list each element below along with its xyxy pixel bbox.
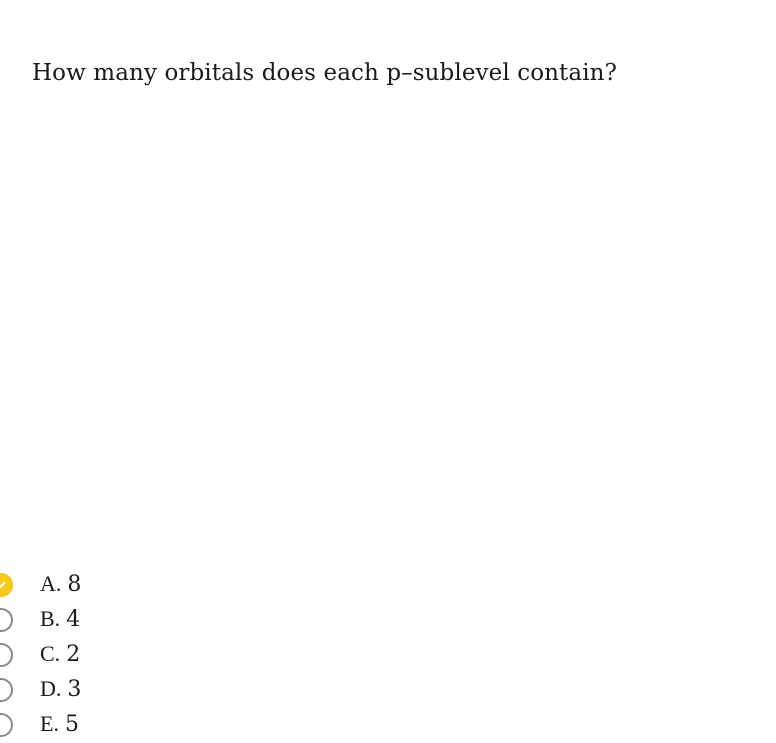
question-text: How many orbitals does each p–sublevel contain? (32, 60, 618, 86)
radio-button-a[interactable] (0, 573, 13, 597)
option-b-letter: B. (40, 605, 61, 631)
option-e-label (40, 711, 79, 737)
option-d-label (40, 676, 81, 702)
option-a-label (40, 571, 81, 597)
option-d-letter: D. (40, 675, 62, 701)
option-d-value: 3 (67, 676, 82, 702)
option-e-letter: E. (40, 710, 59, 736)
option-e-value: 5 (64, 711, 79, 737)
option-c-value: 2 (66, 641, 81, 667)
check-icon (0, 578, 6, 589)
radio-button-d[interactable] (0, 678, 13, 702)
option-b-value: 4 (66, 606, 81, 632)
option-b-label (40, 606, 80, 632)
option-c-letter: C. (40, 640, 61, 666)
radio-button-c[interactable] (0, 643, 13, 667)
radio-button-b[interactable] (0, 608, 13, 632)
radio-button-e[interactable] (0, 713, 13, 737)
option-c-label (40, 641, 80, 667)
option-a-letter: A. (40, 570, 62, 596)
option-a-value: 8 (67, 571, 82, 597)
